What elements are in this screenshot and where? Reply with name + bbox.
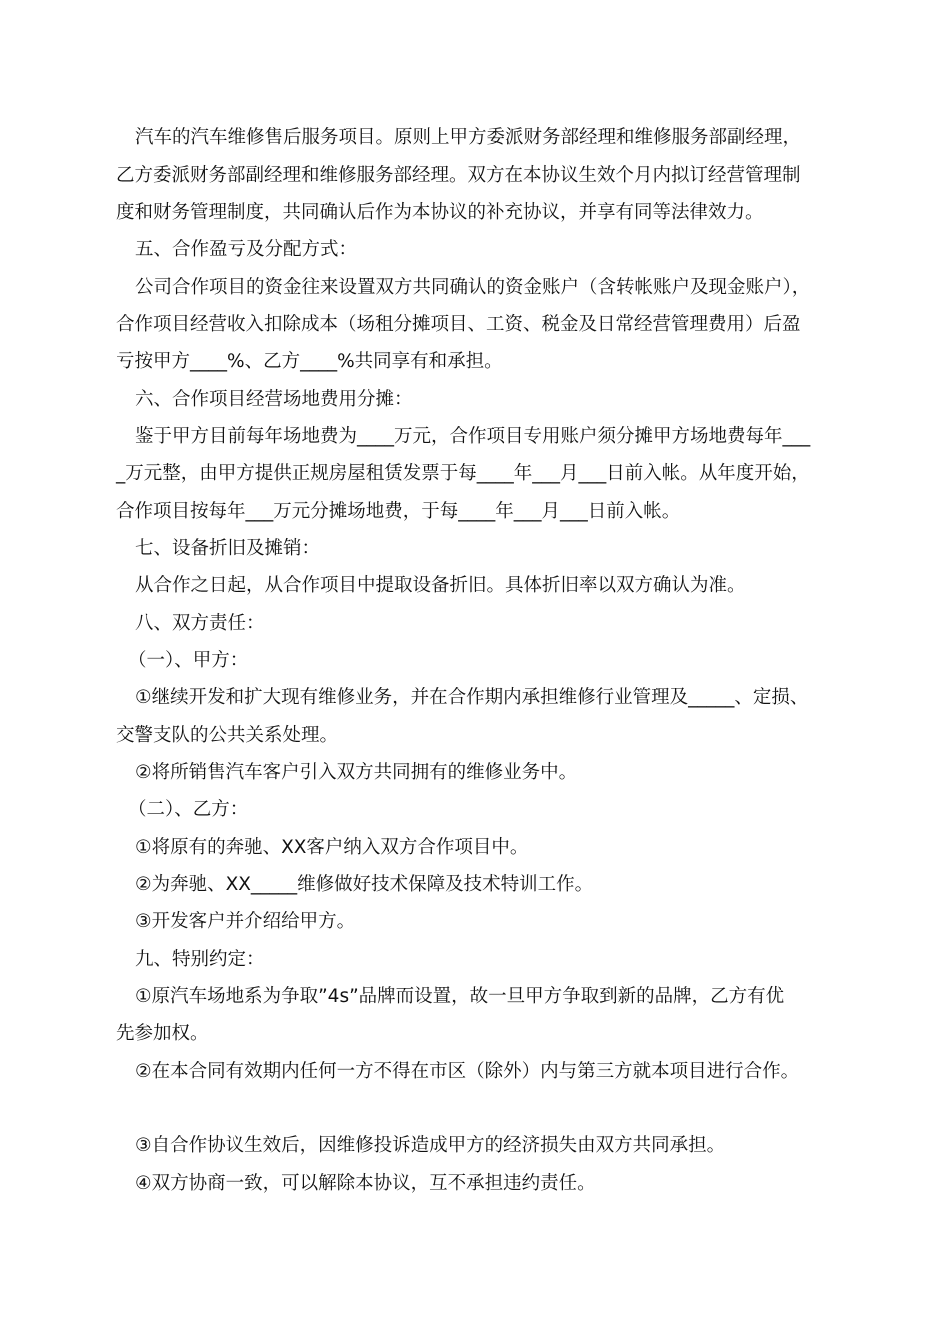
list-item: ②将所销售汽车客户引入双方共同拥有的维修业务中。 <box>135 762 578 783</box>
paragraph-line: 合作项目经营收入扣除成本（场租分摊项目、工资、税金及日常经营管理费用）后盈 <box>116 314 801 335</box>
paragraph-line: 度和财务管理制度，共同确认后作为本协议的补充协议，并享有同等法律效力。 <box>116 202 764 223</box>
paragraph-line: 乙方委派财务部副经理和维修服务部经理。双方在本协议生效个月内拟订经营管理制 <box>116 165 801 186</box>
list-item: ②为奔驰、XX_____维修做好技术保障及技术特训工作。 <box>135 874 594 895</box>
section-heading: 八、双方责任： <box>135 613 265 634</box>
section-heading: 七、设备折旧及摊销： <box>135 538 321 559</box>
section-heading: 六、合作项目经营场地费用分摊： <box>135 389 413 410</box>
subsection-heading: （一）、甲方： <box>128 650 249 671</box>
paragraph-line: 亏按甲方____%、乙方____%共同享有和承担。 <box>116 351 503 372</box>
paragraph-line: 先参加权。 <box>116 1023 209 1044</box>
list-item: ④双方协商一致，可以解除本协议，互不承担违约责任。 <box>135 1173 596 1194</box>
list-item: ①原汽车场地系为争取”4s”品牌而设置，故一旦甲方争取到新的品牌，乙方有优 <box>135 986 785 1007</box>
list-item: ③开发客户并介绍给甲方。 <box>135 911 356 932</box>
list-item: ②在本合同有效期内任何一方不得在市区（除外）内与第三方就本项目进行合作。 <box>135 1061 800 1082</box>
paragraph-line: 汽车的汽车维修售后服务项目。原则上甲方委派财务部经理和维修服务部副经理， <box>135 127 802 148</box>
section-heading: 九、特别约定： <box>135 949 265 970</box>
list-item: ③自合作协议生效后，因维修投诉造成甲方的经济损失由双方共同承担。 <box>135 1135 726 1156</box>
list-item: ①将原有的奔驰、XX客户纳入双方合作项目中。 <box>135 837 529 858</box>
paragraph-line: 交警支队的公共关系处理。 <box>116 725 339 746</box>
section-heading: 五、合作盈亏及分配方式： <box>135 239 358 260</box>
subsection-heading: （二）、乙方： <box>128 799 249 820</box>
paragraph-line: 公司合作项目的资金往来设置双方共同确认的资金账户（含转帐账户及现金账户）， <box>135 277 811 298</box>
paragraph-line: 合作项目按每年___万元分摊场地费，于每____年___月___日前入帐。 <box>116 501 681 522</box>
paragraph-line: 从合作之日起，从合作项目中提取设备折旧。具体折旧率以双方确认为准。 <box>135 575 746 596</box>
list-item: ①继续开发和扩大现有维修业务，并在合作期内承担维修行业管理及_____、定损、 <box>135 687 809 708</box>
paragraph-line: 鉴于甲方目前每年场地费为____万元，合作项目专用账户须分摊甲方场地费每年___ <box>135 426 811 447</box>
paragraph-line: _万元整，由甲方提供正规房屋租赁发票于每____年___月___日前入帐。从年度开始， <box>116 463 810 484</box>
